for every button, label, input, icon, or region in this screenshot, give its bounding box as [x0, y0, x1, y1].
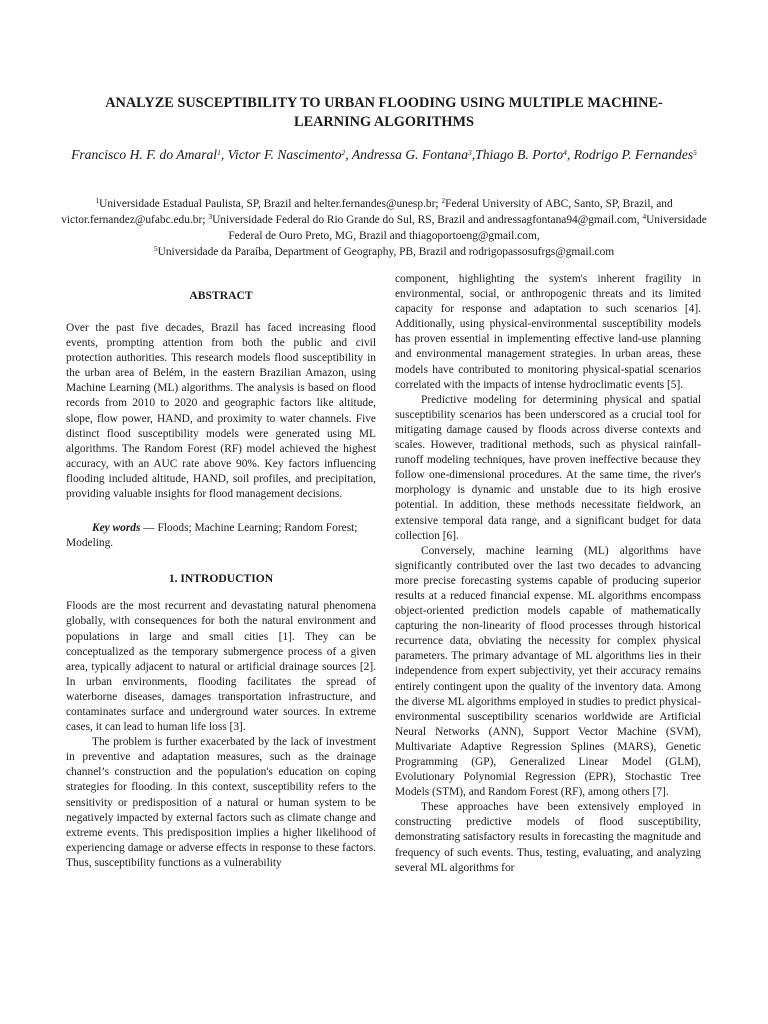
author-name: Thiago B. Porto: [475, 147, 564, 162]
affiliation: Universidade Federal de Ouro Preto, MG, Brazil and thiagoportoeng@gmail.com,: [228, 214, 707, 242]
body-paragraph: Predictive modeling for determining physical and spatial susceptibility scenarios has been underscored as a crucial tool for mitigating damage caused by floods across diverse contexts and scales. However, traditional methods, such as physical rainfall-runoff modeling techniques, have proven ineffective because they follow one-dimensional procedures. At the same time, the river's morphology is dynamic and unstable due to its high erosive potential. In addition, these methods necessitate fieldwork, an extensive temporal data range, and a significant budget for data collection [6].: [395, 393, 701, 542]
affil-sup: 4: [642, 212, 647, 221]
intro-paragraph: The problem is further exacerbated by the lack of investment in preventive and adaptation measures, such as the drainage channel’s construction and the population's education on coping strategies for flooding. In this context, susceptibility refers to the sensitivity or predisposition of a natural or human system to be negatively impacted by external factors such as climate change and extreme events. This predisposition implies a higher likelihood of experiencing damage or adverse effects in response to these factors. Thus, susceptibility functions as a vulnerability: [66, 736, 376, 869]
affil-sup: 3: [208, 212, 213, 221]
body-paragraph: Conversely, machine learning (ML) algorithms have significantly contributed over the last two decades to advancing more precise forecasting systems capable of producing superior results at a reduced financial expense. ML algorithms encompass object-oriented prediction models capable of mathematically capturing the non-linearity of flood processes through historical recurrence data, obviating the necessity for complex physical parameters. The primary advantage of ML algorithms lies in their independence from expert subjectivity, yet their accuracy remains entirely contingent upon the quality of the inventory data. Among the diverse ML algorithms employed in studies to predict physical-environmental susceptibility scenarios worldwide are Artificial Neural Networks (ANN), Support Vector Machine (SVM), Multivariate Adaptive Regression Splines (MARS), Genetic Programming (GP), Generalized Linear Model (GLM), Evolutionary Polynomial Regression (EPR), Stochastic Tree Models (STM), and Random Forest (RF), among others [7].: [395, 544, 701, 799]
keywords: [66, 521, 376, 551]
affil-sup: 1: [95, 196, 100, 205]
affiliation: Federal University of ABC, Santo, SP, Brazil, and victor.fernandez@ufabc.edu.br;: [61, 198, 673, 226]
affiliation: Universidade Federal do Rio Grande do Sul, RS, Brazil and andressagfontana94@gmail.com,: [212, 214, 643, 226]
body-paragraph: component, highlighting the system's inherent fragility in environmental, social, or anthropogenic threats and its limited capacity for response and adaptation to such scenarios [4]. Additionally, using physical-environmental susceptibility models has proven essential in implementing effective land-use planning and environmental management strategies. In urban areas, these models have contributed to monitoring physical-spatial scenarios correlated with the impacts of intense hydroclimatic events [5].: [395, 273, 701, 391]
body-paragraph: These approaches have been extensively employed in constructing predictive models of flood susceptibility, demonstrating satisfactory results in forecasting the magnitude and frequency of such events. Thus, testing, evaluating, and analyzing several ML algorithms for: [395, 801, 701, 874]
author-sup: 5: [693, 148, 697, 157]
right-column: [395, 272, 701, 876]
author-sup: 3: [468, 148, 472, 157]
author-name: Andressa G. Fontana: [351, 147, 469, 162]
author-sup: 2: [341, 148, 346, 157]
left-column: [66, 284, 376, 871]
abstract-heading: ABSTRACT: [189, 289, 253, 302]
author-sup: 1: [217, 148, 221, 157]
affiliation: Universidade da Paraíba, Department of Geography, PB, Brazil and rodrigopassosufrgs@gmail.com: [157, 246, 615, 258]
author-name: Rodrigo P. Fernandes: [573, 147, 694, 162]
author-name: Victor F. Nascimento: [227, 147, 342, 162]
keywords-text: — Floods; Machine Learning; Random Forest; Modeling.: [66, 522, 358, 550]
paper-title: ANALYZE SUSCEPTIBILITY TO URBAN FLOODING USING MULTIPLE MACHINE-LEARNING ALGORITHMS: [105, 95, 663, 130]
keywords-label: Key words: [92, 522, 141, 535]
author-name: Francisco H. F. do Amaral: [71, 147, 218, 162]
abstract-text: Over the past five decades, Brazil has faced increasing flood events, prompting attention from both the public and civil protection authorities. This research models flood susceptibility in the urban area of Belém, in the eastern Brazilian Amazon, using Machine Learning (ML) algorithms. The analysis is based on flood records from 2010 to 2020 and geographic factors like altitude, slope, flow power, HAND, and proximity to water channels. Five distinct flood susceptibility models were generated using ML algorithms. The Random Forest (RF) model achieved the highest accuracy, with an AUC rate above 90%. Key factors influencing flooding included altitude, HAND, soil profiles, and precipitation, providing valuable insights for flood management decisions.: [66, 322, 376, 501]
introduction-heading: 1. INTRODUCTION: [168, 572, 274, 586]
affil-sup: 2: [441, 196, 446, 205]
author-list: Francisco H. F. do Amaral$^1$, Victor F. Nascimento$^2$, Andressa G. Fontana$^3$,Thiago B. Porto$^4$, Rodrigo P. Fernandes$^5$: [71, 147, 697, 162]
affiliations: [60, 196, 708, 260]
affil-sup: 5: [153, 244, 158, 253]
intro-paragraph: Floods are the most recurrent and devastating natural phenomena globally, with consequences for both the natural environment and populations in large and small cities [1]. They can be conceptualized as the temporary submergence process of a given area, typically adjacent to natural or artificial drainage sources [2]. In urban environments, flooding facilitates the spread of waterborne diseases, damages transportation infrastructure, and contaminates surface and underground water sources. In extreme cases, it can lead to human life loss [3].: [66, 600, 376, 734]
affiliation: Universidade Estadual Paulista, SP, Brazil and helter.fernandes@unesp.br;: [99, 198, 442, 210]
author-sup: 4: [563, 148, 567, 157]
